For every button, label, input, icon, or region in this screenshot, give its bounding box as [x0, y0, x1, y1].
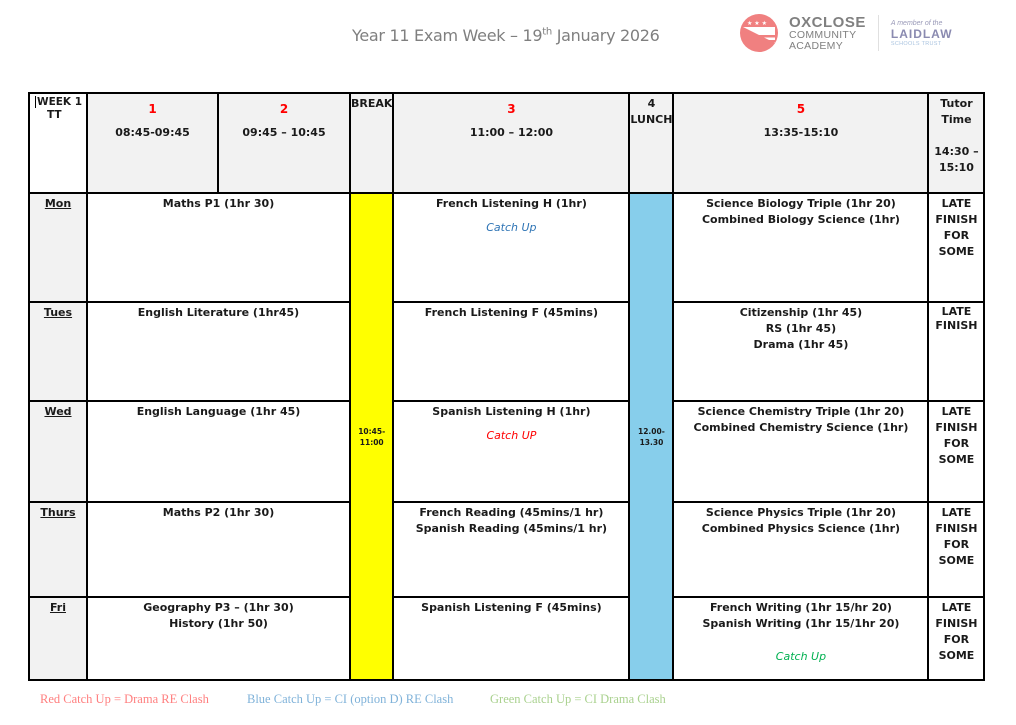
period-5-cell: French Writing (1hr 15/hr 20) Spanish Writing (1hr 15/1hr 20) Catch Up: [673, 597, 928, 680]
period-3-header: 3 11:00 – 12:00: [393, 93, 629, 193]
day-label: Fri: [29, 597, 87, 680]
period-1-2-cell: Maths P1 (1hr 30): [87, 193, 350, 302]
period-5-header: 5 13:35-15:10: [673, 93, 928, 193]
exam-timetable: [28, 92, 985, 681]
table-row: [29, 502, 984, 597]
period-5-cell: Science Physics Triple (1hr 20) Combined Physics Science (1hr): [673, 502, 928, 597]
day-label: Thurs: [29, 502, 87, 597]
catch-up-note: Catch UP: [486, 429, 537, 442]
catch-up-note: Catch Up: [775, 650, 827, 663]
title-superscript: th: [542, 26, 552, 38]
logo-divider: [878, 15, 879, 51]
page-title: [352, 26, 660, 45]
trust-logo: A member of the LAIDLAW SCHOOLS TRUST: [890, 19, 953, 47]
week-label-cell: WEEK 1 TT: [29, 93, 87, 193]
period-5-cell: Science Biology Triple (1hr 20) Combined Biology Science (1hr): [673, 193, 928, 302]
lunch-header: 4 LUNCH: [629, 93, 673, 193]
table-row: [29, 401, 984, 502]
tutor-time-header: Tutor Time 14:30 – 15:10: [928, 93, 984, 193]
period-3-cell: French Reading (45mins/1 hr) Spanish Reading (45mins/1 hr): [393, 502, 629, 597]
title-text-end: January 2026: [551, 26, 660, 45]
legend-green: Green Catch Up = CI Drama Clash: [490, 692, 666, 706]
tutor-cell: LATE FINISH FOR SOME: [928, 597, 984, 680]
period-1-2-cell: Maths P2 (1hr 30): [87, 502, 350, 597]
table-row: [29, 597, 984, 680]
catch-up-note: Catch Up: [486, 221, 537, 234]
title-text: Year 11 Exam Week – 19: [352, 26, 543, 45]
tutor-cell: LATE FINISH: [928, 302, 984, 401]
period-1-header: 1 08:45-09:45: [87, 93, 218, 193]
period-1-2-cell: Geography P3 – (1hr 30) History (1hr 50): [87, 597, 350, 680]
lunch-column: 12.00- 13.30: [629, 193, 673, 680]
day-label: Tues: [29, 302, 87, 401]
period-1-2-cell: English Language (1hr 45): [87, 401, 350, 502]
svg-text:★ ★ ★: ★ ★ ★: [747, 20, 767, 27]
table-row: [29, 302, 984, 401]
period-3-cell: French Listening H (1hr) Catch Up: [393, 193, 629, 302]
table-row: [29, 193, 984, 302]
break-header: BREAK: [350, 93, 393, 193]
tutor-cell: LATE FINISH FOR SOME: [928, 502, 984, 597]
legend-blue: Blue Catch Up = CI (option D) RE Clash: [247, 692, 454, 706]
day-label: Mon: [29, 193, 87, 302]
period-5-cell: Science Chemistry Triple (1hr 20) Combined Chemistry Science (1hr): [673, 401, 928, 502]
break-column: 10:45- 11:00: [350, 193, 393, 680]
day-label: Wed: [29, 401, 87, 502]
period-5-cell: Citizenship (1hr 45) RS (1hr 45) Drama (1hr 45): [673, 302, 928, 401]
crest-icon: [739, 13, 785, 53]
period-3-cell: French Listening F (45mins): [393, 302, 629, 401]
school-name: OXCLOSE COMMUNITY ACADEMY: [789, 13, 866, 52]
legend-red: Red Catch Up = Drama RE Clash: [40, 692, 209, 706]
school-logo: [739, 13, 953, 53]
tutor-cell: LATE FINISH FOR SOME: [928, 193, 984, 302]
period-1-2-cell: English Literature (1hr45): [87, 302, 350, 401]
tutor-cell: LATE FINISH FOR SOME: [928, 401, 984, 502]
period-2-header: 2 09:45 – 10:45: [218, 93, 350, 193]
period-3-cell: Spanish Listening F (45mins): [393, 597, 629, 680]
header-row: [29, 93, 984, 193]
period-3-cell: Spanish Listening H (1hr) Catch UP: [393, 401, 629, 502]
